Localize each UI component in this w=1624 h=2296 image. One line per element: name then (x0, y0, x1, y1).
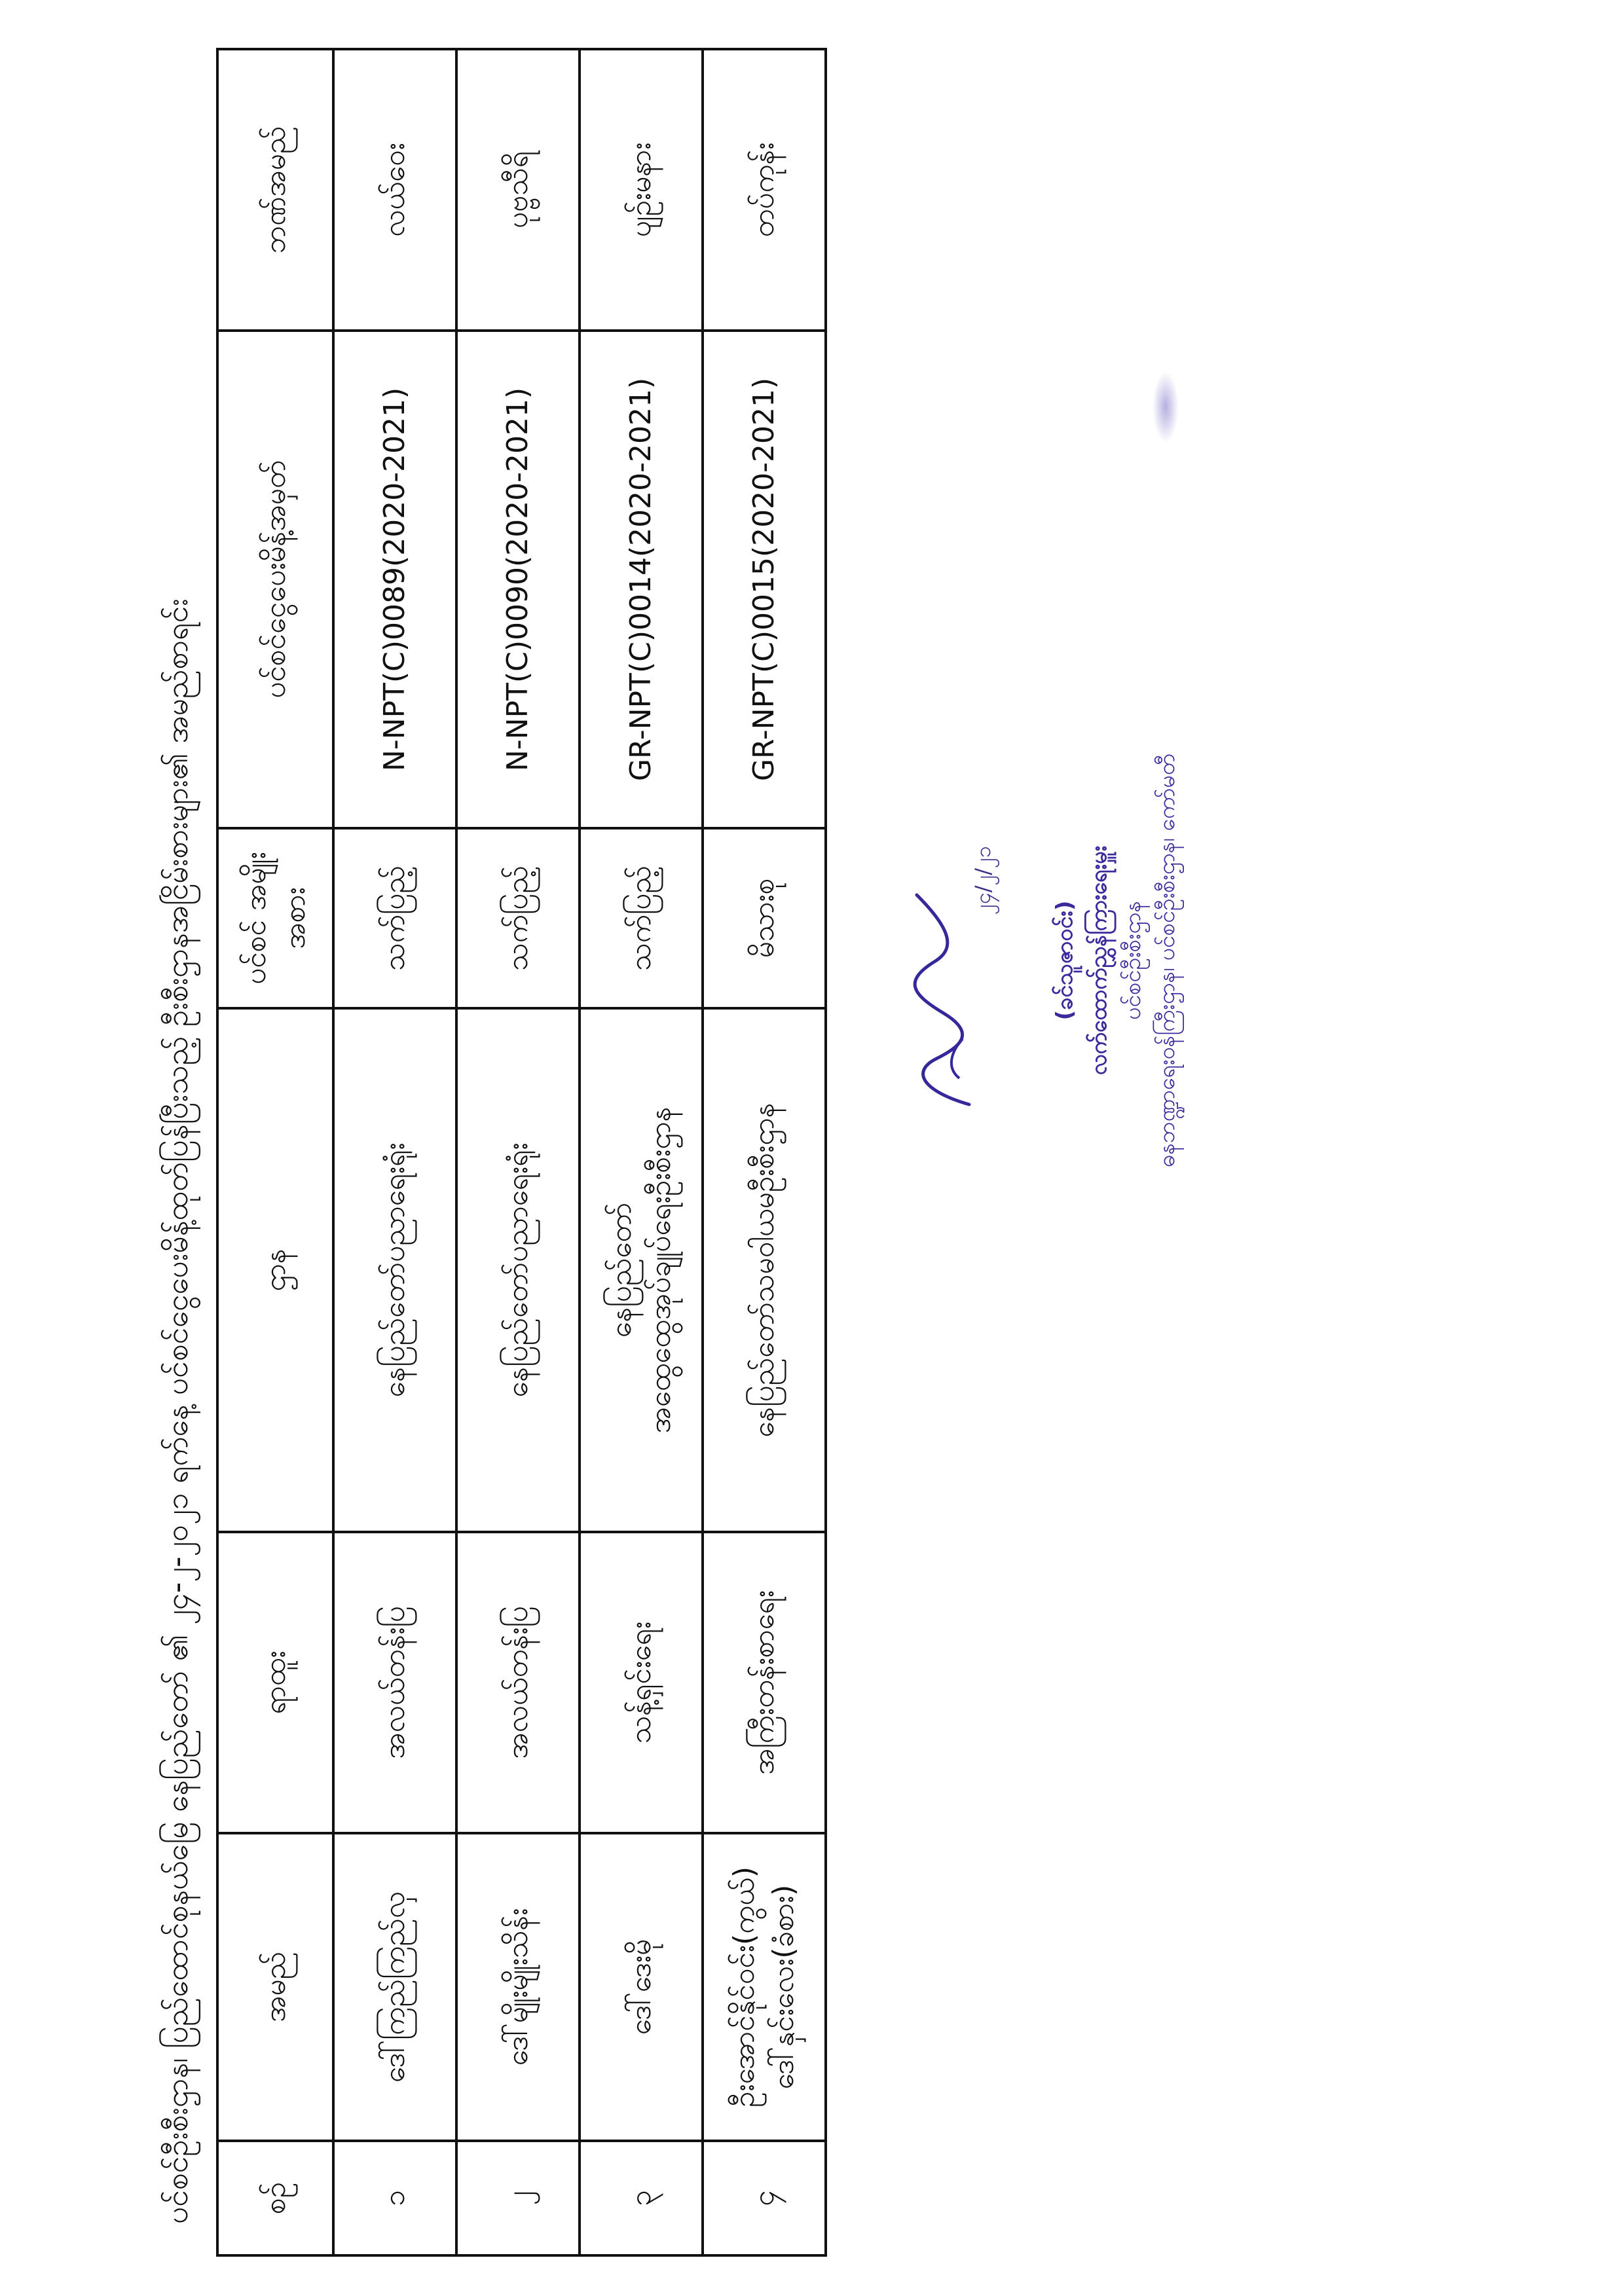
signature-date: ၂၄/၂/၂၁ (970, 846, 995, 915)
header-rank: ရာထူး (217, 1532, 333, 1833)
table-row (580, 49, 703, 2255)
cell-name (703, 1833, 826, 2141)
cell-pension-type: မိသားစု (703, 828, 826, 1008)
header-name: အမည် (217, 1833, 333, 2141)
cell-pension-type: သက်ပြည့် (456, 828, 580, 1008)
ink-stamp-mark (1153, 371, 1179, 443)
table-row (333, 49, 456, 2255)
name-line: ဒေါ်နှင်းလေး(ခံစား) (767, 1884, 800, 2090)
signatory-name: (ခင်သူဇာဝင်း) (1052, 900, 1078, 1021)
cell-name: ဒေါ်ဒေးမို (580, 1833, 703, 2141)
signatory-ministry: ဓနဘဏ္ဍာရေးဝန်ကြီးဌာန၊ ပင်စင်ဦးစီးဌာန၊ ကော်မတီ (1154, 754, 1180, 1167)
name-line: ဦးအောင်နိုင်ဝင်း(ကွယ်) (728, 1866, 761, 2108)
document-heading: ပင်စင်ဦးစီးဌာန၊ ပြည်ထောင်စုနယ်မြေ နေပြည်တော် ၏ ၂၄-၂-၂၀၂၁ ရက်နေ့ ပင်စင်ငွေပေးမိန့်ထုတ်ပြန်ပြီးသည့် ဦးစီးဌာနအငြိမ်းစားများ၏ အမည်စာရင်း (159, 598, 194, 2224)
header-no: စဉ် (217, 2141, 333, 2255)
header-bank: ဘဏ်အမည် (217, 49, 333, 331)
cell-no: ၄ (703, 2141, 826, 2255)
cell-no: ၁ (333, 2141, 456, 2255)
cell-name: ဒေါ်မျိုးမျိုးသိန်း (456, 1833, 580, 2141)
cell-rank: အလယ်တန်းပြ (333, 1532, 456, 1833)
signatory-title: လက်ထောက်ညွှန်ကြားရေးမှူး (1086, 845, 1112, 1076)
cell-department: နေပြည်တော်သမဝါယမဦးစီးဌာန (703, 1008, 826, 1532)
cell-no: ၃ (580, 2141, 703, 2255)
cell-department: နေပြည်တော်ပညာရေးရုံး (456, 1008, 580, 1532)
cell-rank: အကြီးတန်းစာရေး (703, 1532, 826, 1833)
cell-department: နေပြည်တော်ပညာရေးရုံး (333, 1008, 456, 1532)
cell-pension-type: သက်ပြည့် (333, 828, 456, 1008)
cell-order-no: GR-NPT(C)0014(2020-2021) (580, 331, 703, 828)
table-row (456, 49, 580, 2255)
cell-rank: အလယ်တန်းပြ (456, 1532, 580, 1833)
header-department: ဌာန (217, 1008, 333, 1532)
signature-block (871, 699, 1264, 1222)
cell-no: ၂ (456, 2141, 580, 2255)
table-header-row (217, 49, 333, 2255)
cell-order-no: N-NPT(C)0090(2020-2021) (456, 331, 580, 828)
department-line: အထွေထွေအုပ်ချုပ်ရေးဦးစီးဌာန (644, 1106, 677, 1434)
table-row (703, 49, 826, 2255)
cell-pension-type: သက်ပြည့် (580, 828, 703, 1008)
cell-department (580, 1008, 703, 1532)
cell-bank: တပ်ကုန်း (703, 49, 826, 331)
cell-order-no: GR-NPT(C)0015(2020-2021) (703, 331, 826, 828)
cell-bank: လယ်ဝေး (333, 49, 456, 331)
cell-bank: ပျဉ်းမနား (580, 49, 703, 331)
cell-rank: သန့်ရှင်းရေး (580, 1532, 703, 1833)
signature-lines (1048, 699, 1184, 1222)
cell-order-no: N-NPT(C)0089(2020-2021) (333, 331, 456, 828)
header-order-no: ပင်စင်ငွေပေးမိန့်အမှတ် (217, 331, 333, 828)
department-line: နေပြည်တော် (604, 1202, 638, 1338)
signatory-department: ပင်စင်ဦးစီးဌာန (1120, 901, 1146, 1020)
cell-name: ဒေါ်ကြည်ကြည်လှ (333, 1833, 456, 2141)
header-pension-type: ပင်စင် အမျိုးအစား (217, 828, 333, 1008)
handwritten-signature (897, 882, 989, 1118)
pension-table (216, 48, 827, 2257)
cell-bank: ပုဗ္ဗသီရိ (456, 49, 580, 331)
